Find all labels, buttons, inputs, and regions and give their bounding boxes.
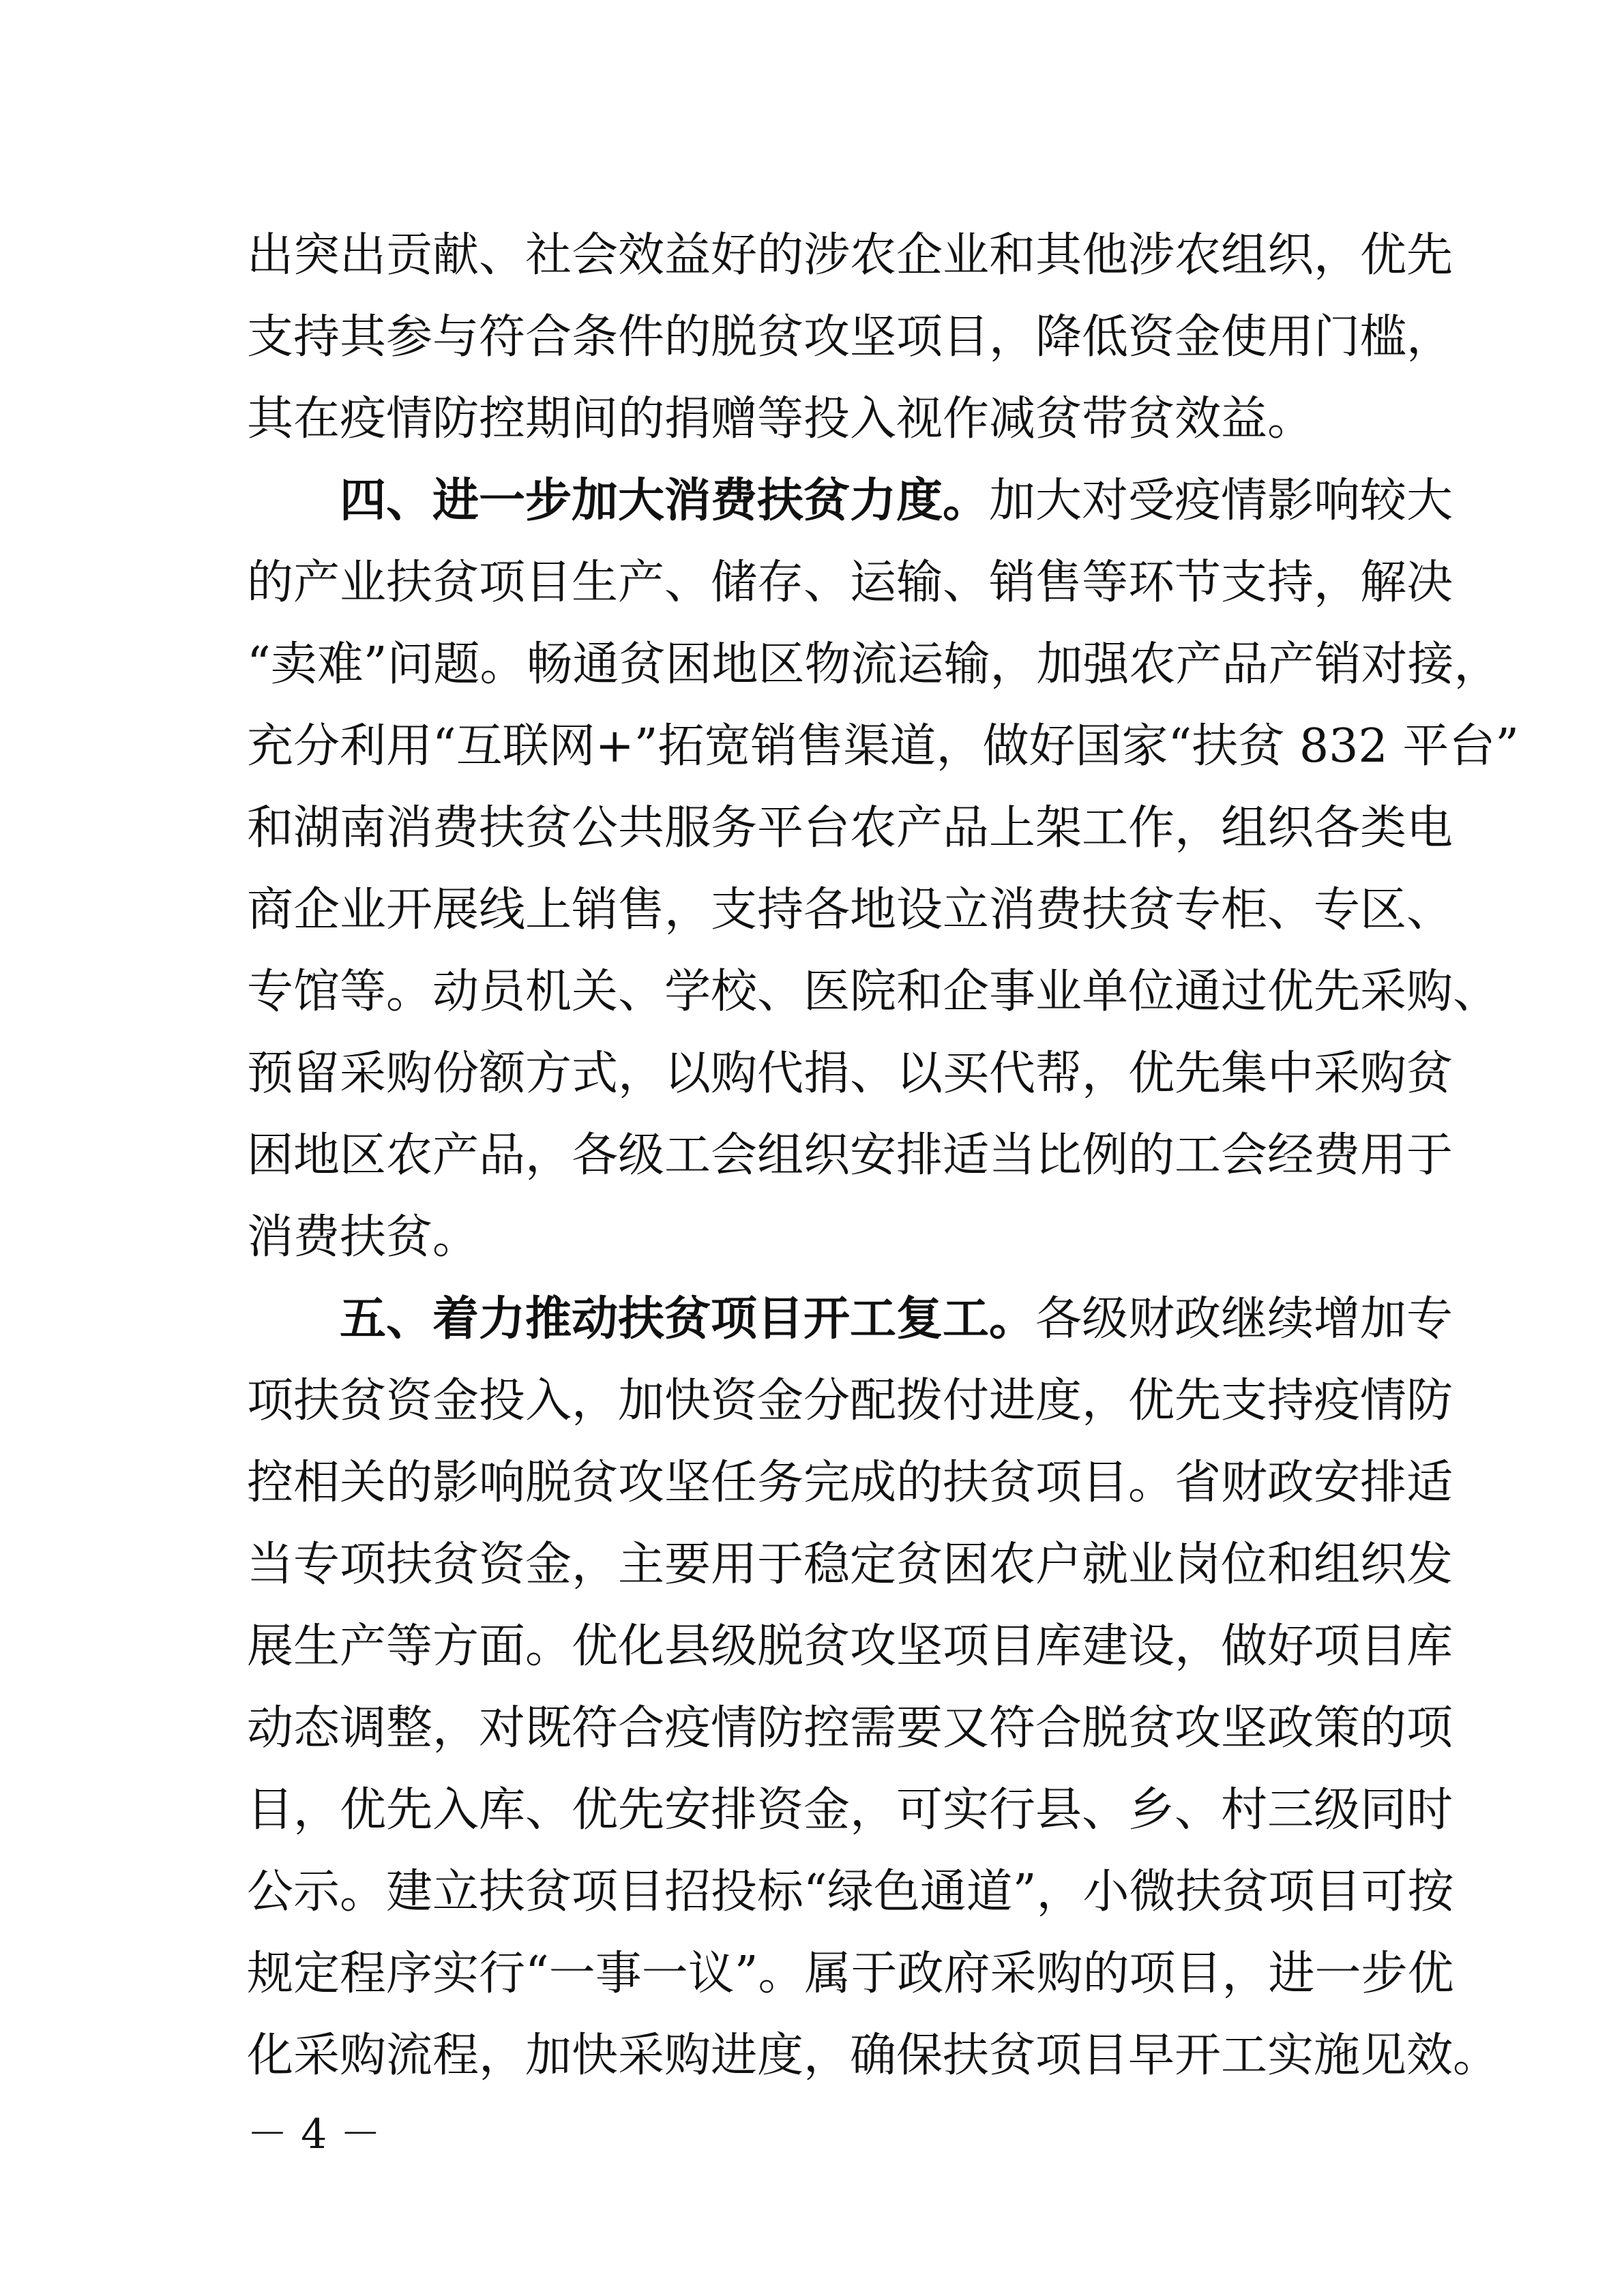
paragraph-line: 动态调整，对既符合疫情防控需要又符合脱贫攻坚政策的项 bbox=[247, 1701, 1453, 1755]
paragraph-line: 出突出贡献、社会效益好的涉农企业和其他涉农组织，优先 bbox=[247, 228, 1453, 282]
paragraph-line: 展生产等方面。优化县级脱贫攻坚项目库建设，做好项目库 bbox=[247, 1620, 1453, 1673]
paragraph-line: 支持其参与符合条件的脱贫攻坚项目，降低资金使用门槛， bbox=[247, 310, 1453, 364]
paragraph-line: 公示。建立扶贫项目招投标“绿色通道”，小微扶贫项目可按 bbox=[247, 1865, 1454, 1919]
paragraph-line: 化采购流程，加快采购进度，确保扶贫项目早开工实施见效。 bbox=[247, 2029, 1500, 2083]
paragraph-line: 当专项扶贫资金，主要用于稳定贫困农户就业岗位和组织发 bbox=[247, 1538, 1453, 1592]
paragraph-line: 预留采购份额方式，以购代捐、以买代帮，优先集中采购贫 bbox=[247, 1047, 1453, 1101]
paragraph-line: 和湖南消费扶贫公共服务平台农产品上架工作，组织各类电 bbox=[247, 801, 1453, 855]
paragraph-line: 其在疫情防控期间的捐赠等投入视作减贫带贫效益。 bbox=[247, 392, 1314, 446]
paragraph-line: 目，优先入库、优先安排资金，可实行县、乡、村三级同时 bbox=[247, 1783, 1453, 1837]
paragraph-line: 专馆等。动员机关、学校、医院和企事业单位通过优先采购、 bbox=[247, 965, 1500, 1019]
page-number: － 4 － bbox=[247, 2111, 381, 2158]
paragraph-line: 规定程序实行“一事一议”。属于政府采购的项目，进一步优 bbox=[247, 1947, 1454, 2001]
paragraph-text: 加大对受疫情影响较大 bbox=[989, 474, 1453, 528]
paragraph-line: “卖难”问题。畅通贫困地区物流运输，加强农产品产销对接， bbox=[247, 638, 1501, 691]
section-heading-line bbox=[340, 1289, 1453, 1350]
paragraph-text: 各级财政继续增加专 bbox=[1035, 1292, 1453, 1346]
paragraph-line: 控相关的影响脱贫攻坚任务完成的扶贫项目。省财政安排适 bbox=[247, 1456, 1453, 1510]
paragraph-line: 困地区农产品，各级工会组织安排适当比例的工会经费用于 bbox=[247, 1129, 1453, 1182]
paragraph-line: 消费扶贫。 bbox=[247, 1210, 479, 1264]
paragraph-line: 商企业开展线上销售，支持各地设立消费扶贫专柜、专区、 bbox=[247, 883, 1453, 937]
section-heading: 四、进一步加大消费扶贫力度。 bbox=[340, 474, 990, 528]
paragraph-line: 充分利用“互联网+”拓宽销售渠道，做好国家“扶贫 832 平台” bbox=[247, 719, 1520, 773]
section-heading-line bbox=[340, 471, 1453, 532]
paragraph-line: 的产业扶贫项目生产、储存、运输、销售等环节支持，解决 bbox=[247, 556, 1453, 610]
paragraph-line: 项扶贫资金投入，加快资金分配拨付进度，优先支持疫情防 bbox=[247, 1374, 1453, 1428]
section-heading: 五、着力推动扶贫项目开工复工。 bbox=[340, 1292, 1036, 1346]
